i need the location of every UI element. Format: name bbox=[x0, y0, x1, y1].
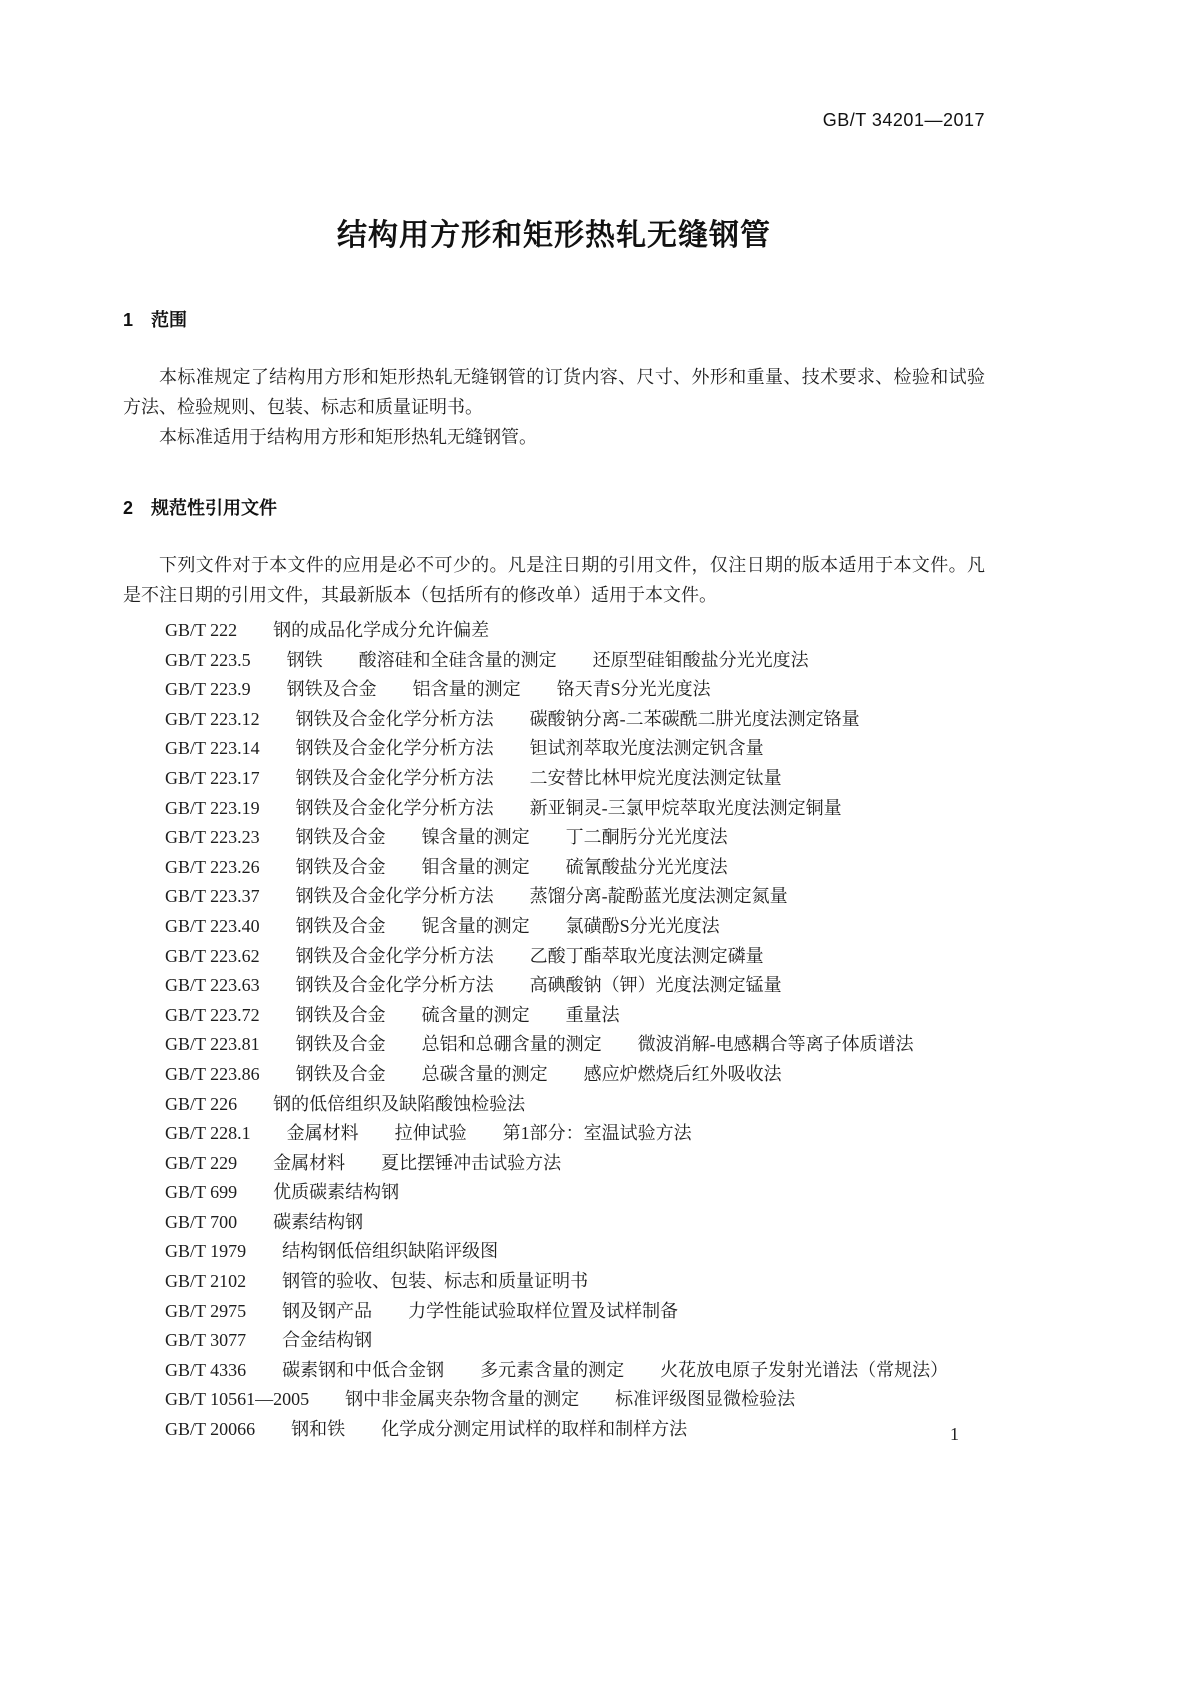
reference-item: GB/T 10561—2005 钢中非金属夹杂物含量的测定 标准评级图显微检验法 bbox=[165, 1389, 796, 1410]
reference-item: GB/T 223.86 钢铁及合金 总碳含量的测定 感应炉燃烧后红外吸收法 bbox=[165, 1063, 782, 1084]
section-references-heading bbox=[123, 496, 985, 520]
reference-item: GB/T 699 优质碳素结构钢 bbox=[165, 1182, 400, 1203]
paragraph: 下列文件对于本文件的应用是必不可少的。凡是注日期的引用文件，仅注日期的版本适用于本文件。凡是不注日期的引用文件，其最新版本（包括所有的修改单）适用于本文件。 bbox=[123, 555, 985, 605]
document-title: 结构用方形和矩形热轧无缝钢管 bbox=[337, 219, 771, 252]
standard-number: GB/T 34201—2017 bbox=[822, 110, 985, 130]
section-scope-heading bbox=[123, 308, 985, 332]
reference-item: GB/T 20066 钢和铁 化学成分测定用试样的取样和制样方法 bbox=[165, 1419, 688, 1440]
reference-item: GB/T 223.17 钢铁及合金化学分析方法 二安替比林甲烷光度法测定钛量 bbox=[165, 767, 782, 788]
reference-item: GB/T 2102 钢管的验收、包装、标志和质量证明书 bbox=[165, 1271, 589, 1292]
reference-item: GB/T 223.23 钢铁及合金 镍含量的测定 丁二酮肟分光光度法 bbox=[165, 827, 728, 848]
reference-item: GB/T 1979 结构钢低倍组织缺陷评级图 bbox=[165, 1241, 499, 1262]
reference-item: GB/T 223.12 钢铁及合金化学分析方法 碳酸钠分离-二苯碳酰二肼光度法测定铬量 bbox=[165, 708, 860, 729]
reference-item: GB/T 223.5 钢铁 酸溶硅和全硅含量的测定 还原型硅钼酸盐分光光度法 bbox=[165, 649, 809, 670]
section-scope bbox=[123, 308, 985, 452]
paragraph: 本标准规定了结构用方形和矩形热轧无缝钢管的订货内容、尺寸、外形和重量、技术要求、检验和试验方法、检验规则、包装、标志和质量证明书。 bbox=[123, 367, 985, 417]
reference-item: GB/T 223.72 钢铁及合金 硫含量的测定 重量法 bbox=[165, 1004, 620, 1025]
document-body bbox=[123, 308, 985, 1445]
reference-item: GB/T 223.40 钢铁及合金 铌含量的测定 氯磺酚S分光光度法 bbox=[165, 915, 720, 936]
section-title: 范围 bbox=[151, 310, 188, 330]
reference-item: GB/T 3077 合金结构钢 bbox=[165, 1330, 373, 1351]
reference-item: GB/T 223.9 钢铁及合金 铝含量的测定 铬天青S分光光度法 bbox=[165, 679, 711, 700]
paragraph: 本标准适用于结构用方形和矩形热轧无缝钢管。 bbox=[159, 427, 537, 447]
page-number: 1 bbox=[950, 1424, 959, 1444]
reference-item: GB/T 2975 钢及钢产品 力学性能试验取样位置及试样制备 bbox=[165, 1300, 679, 1321]
reference-item: GB/T 223.19 钢铁及合金化学分析方法 新亚铜灵-三氯甲烷萃取光度法测定铜量 bbox=[165, 797, 842, 818]
reference-item: GB/T 223.37 钢铁及合金化学分析方法 蒸馏分离-靛酚蓝光度法测定氮量 bbox=[165, 886, 788, 907]
reference-item: GB/T 228.1 金属材料 拉伸试验 第1部分：室温试验方法 bbox=[165, 1123, 692, 1144]
reference-item: GB/T 223.63 钢铁及合金化学分析方法 高碘酸钠（钾）光度法测定锰量 bbox=[165, 975, 782, 996]
section-normative-references bbox=[123, 496, 985, 1445]
reference-item: GB/T 700 碳素结构钢 bbox=[165, 1211, 364, 1232]
section-number: 1 bbox=[123, 310, 134, 330]
section-number: 2 bbox=[123, 498, 134, 518]
reference-item: GB/T 222 钢的成品化学成分允许偏差 bbox=[165, 620, 490, 640]
reference-list bbox=[165, 616, 985, 1445]
reference-item: GB/T 229 金属材料 夏比摆锤冲击试验方法 bbox=[165, 1152, 562, 1173]
reference-item: GB/T 223.14 钢铁及合金化学分析方法 钽试剂萃取光度法测定钒含量 bbox=[165, 738, 764, 759]
reference-item: GB/T 223.26 钢铁及合金 钼含量的测定 硫氰酸盐分光光度法 bbox=[165, 856, 728, 877]
reference-item: GB/T 4336 碳素钢和中低合金钢 多元素含量的测定 火花放电原子发射光谱法（常规法） bbox=[165, 1359, 949, 1380]
reference-item: GB/T 223.81 钢铁及合金 总铝和总硼含量的测定 微波消解-电感耦合等离子体质谱法 bbox=[165, 1034, 914, 1055]
reference-item: GB/T 223.62 钢铁及合金化学分析方法 乙酸丁酯萃取光度法测定磷量 bbox=[165, 945, 764, 966]
reference-item: GB/T 226 钢的低倍组织及缺陷酸蚀检验法 bbox=[165, 1093, 526, 1114]
section-title: 规范性引用文件 bbox=[151, 498, 278, 518]
